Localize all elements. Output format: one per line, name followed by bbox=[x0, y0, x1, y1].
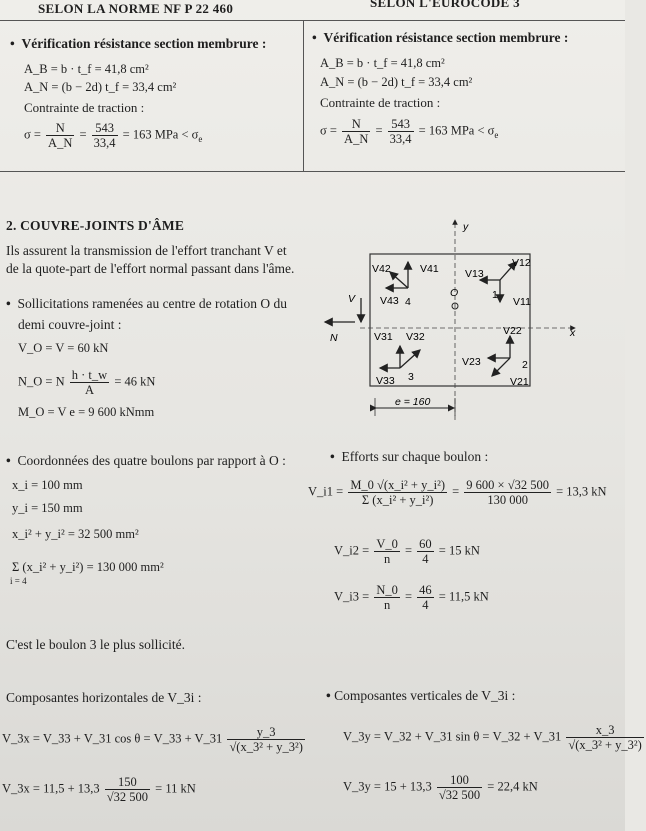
v41-label: V41 bbox=[420, 263, 439, 275]
v21-arrow bbox=[492, 358, 510, 376]
center-label: O bbox=[450, 287, 459, 299]
bolt-4-label: 4 bbox=[405, 296, 411, 308]
right-column-title: SELON L'EUROCODE 3 bbox=[370, 0, 520, 10]
intro-line-2: de la quote-part de l'effort normal passant dans l'âme. bbox=[6, 261, 295, 276]
v32-arrow bbox=[400, 350, 420, 368]
v3x-numeric-formula: V_3x = 11,5 + 13,3 $\frac{150}{√32 500}$ = 11 kN bbox=[2, 775, 196, 804]
v42-label: V42 bbox=[372, 263, 391, 275]
sollicitations-line-2: demi couvre-joint : bbox=[18, 317, 122, 332]
sollicitations-line-1: • Sollicitations ramenées au centre de rotation O du bbox=[6, 296, 288, 311]
efforts-heading: • Efforts sur chaque boulon : bbox=[330, 449, 489, 464]
no-formula: N_O = N $\frac{h \cdot t\_w}{A}$ = 46 kN bbox=[18, 368, 156, 397]
right-verification-heading: • Vérification résistance section membrure : bbox=[312, 30, 569, 45]
shear-label: V bbox=[348, 293, 356, 305]
v23-label: V23 bbox=[462, 356, 481, 368]
v32-label: V32 bbox=[406, 331, 425, 343]
conclusion-text: C'est le boulon 3 le plus sollicité. bbox=[6, 637, 186, 652]
left-an-formula: A_N = (b − 2d) t_f = 33,4 cm² bbox=[24, 80, 177, 94]
bolt-force-diagram bbox=[320, 210, 620, 425]
v22-label: V22 bbox=[503, 325, 522, 337]
v12-label: V12 bbox=[512, 257, 531, 269]
vo-formula: V_O = V = 60 kN bbox=[18, 341, 109, 355]
v31-label: V31 bbox=[374, 331, 393, 343]
left-verification-heading: • Vérification résistance section membrure : bbox=[10, 36, 267, 51]
coordinates-heading: • Coordonnées des quatre boulons par rapport à O : bbox=[6, 453, 286, 468]
bolt-3-label: 3 bbox=[408, 371, 414, 383]
left-column-title: SELON LA NORME NF P 22 460 bbox=[38, 1, 234, 16]
mo-formula: M_O = V e = 9 600 kNmm bbox=[18, 405, 155, 419]
vertical-components-title: • Composantes verticales de V_3i : bbox=[326, 688, 516, 703]
y-axis-label: y bbox=[463, 221, 469, 233]
left-contrainte-label: Contrainte de traction : bbox=[24, 100, 145, 115]
vi1-formula: V_i1 = $\frac{\text{M\_0 √(x\_i² + y\_i²)}}{\text{Σ (x\_i² + y\_i²)}}$ = $\frac{9 600 \times √32 500}{130 000}$ = 13,3 kN bbox=[308, 478, 607, 507]
vi3-formula: V_i3 = $\frac{N\_0}{n}$ = $\frac{46}{4}$ = 11,5 kN bbox=[334, 583, 489, 612]
left-sigma-formula: σ = $\frac{N}{A\_N}$ = $\frac{543}{33,4}$ = 163 MPa < $\sigma_e$ bbox=[24, 121, 203, 150]
bolt-1-label: 1 bbox=[492, 289, 498, 301]
yi-value: y_i = 150 mm bbox=[12, 501, 83, 515]
v11-label: V11 bbox=[513, 296, 531, 308]
x-axis-label: x bbox=[570, 327, 576, 339]
column-divider bbox=[303, 20, 304, 172]
v3x-general-formula: V_3x = V_33 + V_31 cos θ = V_33 + V_31 $\frac{y\_3}{\text{√(x\_3² + y\_3²)}}$ bbox=[2, 725, 303, 754]
v3y-general-formula: V_3y = V_32 + V_31 sin θ = V_32 + V_31 $\frac{x\_3}{\text{√(x\_3² + y\_3²)}}$ bbox=[343, 723, 642, 752]
v3y-numeric-formula: V_3y = 15 + 13,3 $\frac{100}{√32 500}$ = 22,4 kN bbox=[343, 773, 538, 802]
section-rule bbox=[0, 171, 625, 172]
intro-line-1: Ils assurent la transmission de l'effort tranchant V et bbox=[6, 243, 287, 258]
e-dimension-label: e = 160 bbox=[395, 396, 431, 408]
sum-squares-value: x_i² + y_i² = 32 500 mm² bbox=[12, 527, 139, 541]
right-contrainte-label: Contrainte de traction : bbox=[320, 95, 441, 110]
sum-total-value: Σ (x_i² + y_i²) = 130 000 mm² bbox=[12, 560, 164, 574]
left-ab-formula: A_B = b · t_f = 41,8 cm² bbox=[24, 62, 149, 76]
v13-label: V13 bbox=[465, 268, 484, 280]
v21-label: V21 bbox=[510, 376, 529, 388]
v42-arrow bbox=[390, 272, 408, 288]
bolt-2-label: 2 bbox=[522, 359, 528, 371]
v33-label: V33 bbox=[376, 375, 395, 387]
section-2-title: 2. COUVRE-JOINTS D'ÂME bbox=[6, 218, 185, 233]
header-rule bbox=[0, 20, 625, 21]
right-ab-formula: A_B = b · t_f = 41,8 cm² bbox=[320, 56, 445, 70]
xi-value: x_i = 100 mm bbox=[12, 478, 83, 492]
right-sigma-formula: σ = $\frac{N}{A\_N}$ = $\frac{543}{33,4}$ = 163 MPa < $\sigma_e$ bbox=[320, 117, 499, 146]
normal-force-label: N bbox=[330, 332, 338, 344]
vi2-formula: V_i2 = $\frac{V\_0}{n}$ = $\frac{60}{4}$ = 15 kN bbox=[334, 537, 480, 566]
right-an-formula: A_N = (b − 2d) t_f = 33,4 cm² bbox=[320, 75, 473, 89]
sum-index-label: i = 4 bbox=[10, 576, 27, 586]
v43-label: V43 bbox=[380, 295, 399, 307]
horizontal-components-title: Composantes horizontales de V_3i : bbox=[6, 690, 202, 705]
